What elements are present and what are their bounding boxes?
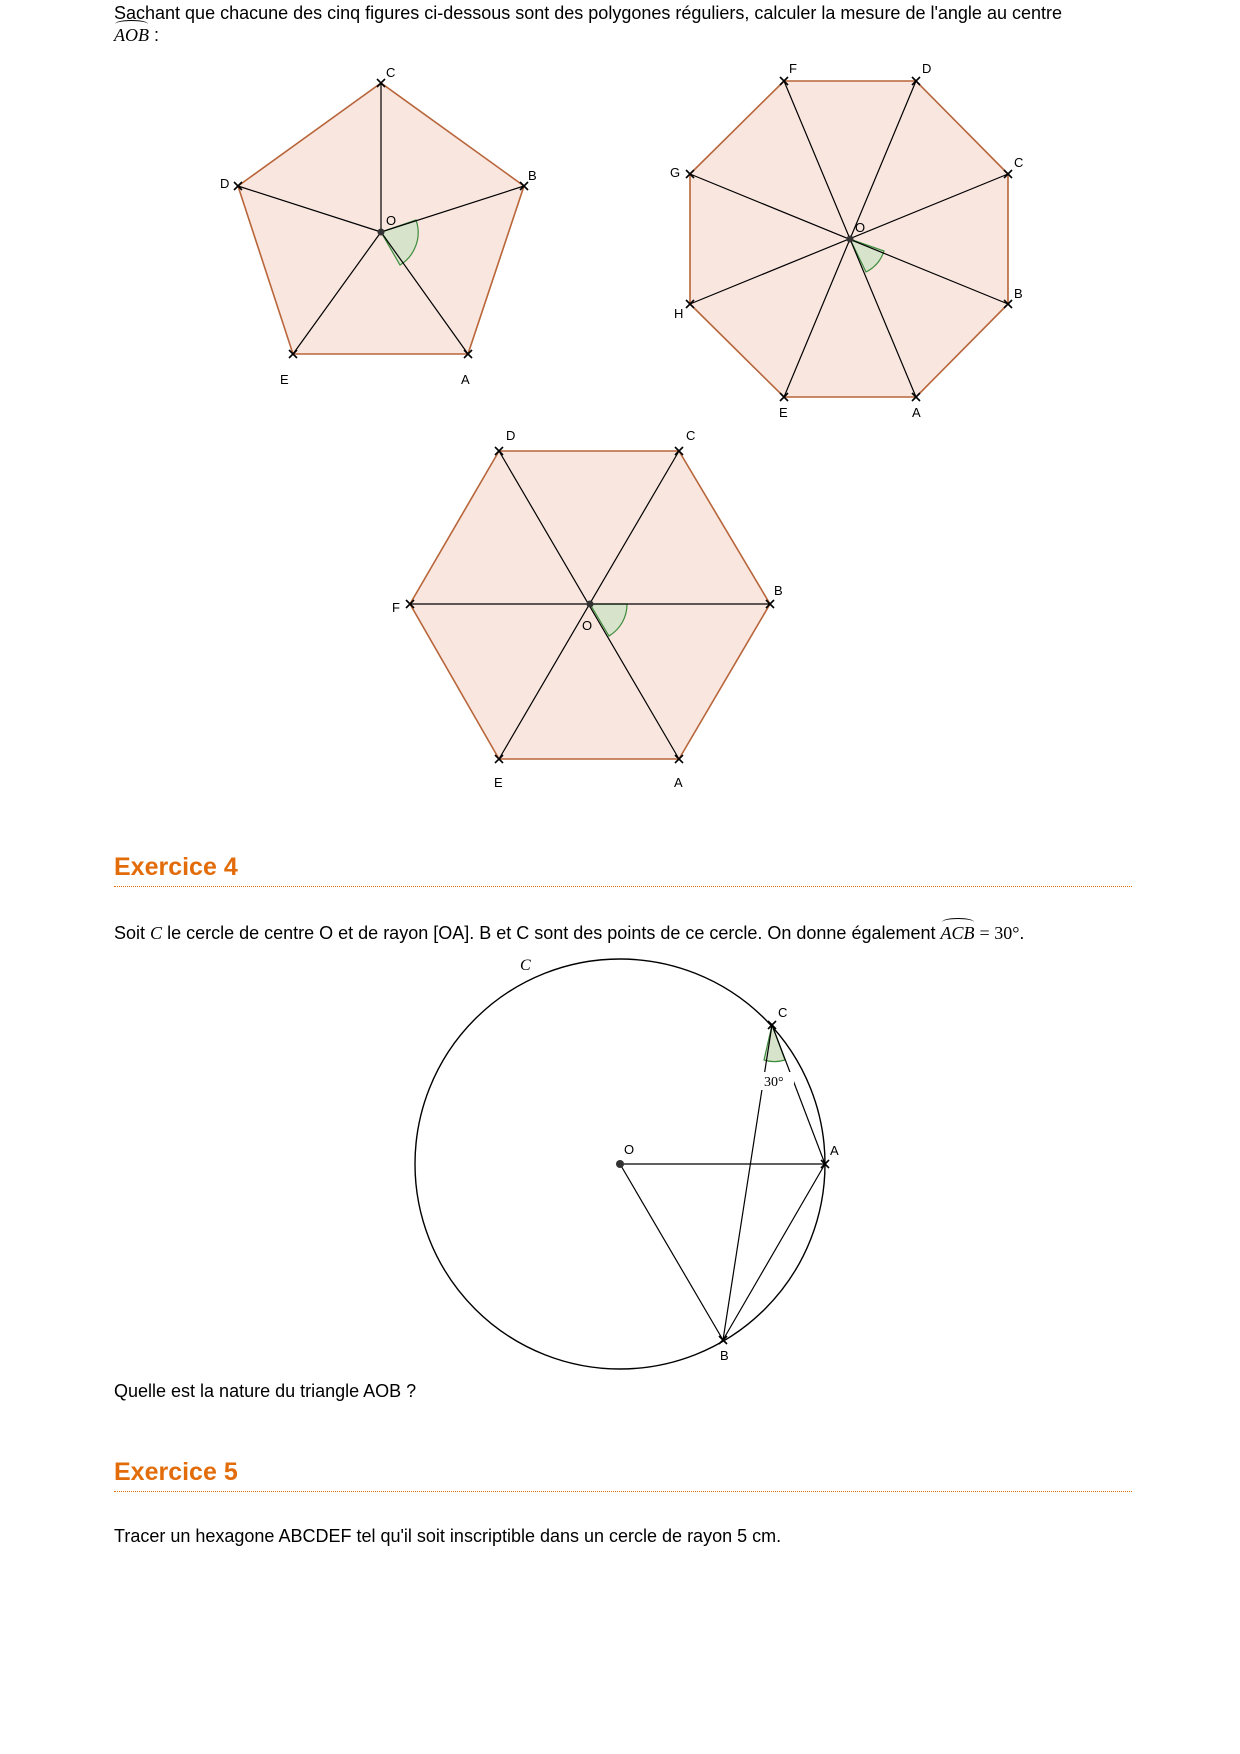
hexagon-figure: [392, 428, 783, 790]
hexagon-label-A: A: [674, 775, 683, 790]
octagon-label-O: O: [855, 220, 866, 235]
intro-colon: :: [154, 25, 160, 45]
exercice4-sentence-start: Soit: [114, 923, 146, 943]
circle-label-C-point: C: [778, 1005, 788, 1020]
pentagon-figure: [220, 65, 537, 387]
octagon-label-H: H: [674, 306, 684, 321]
octagon-label-D: D: [922, 61, 932, 76]
octagon-label-C: C: [1014, 155, 1024, 170]
pentagon-label-E: E: [280, 372, 289, 387]
exercice4-angle-name: ACB: [940, 923, 975, 943]
exercice4-question: Quelle est la nature du triangle AOB ?: [114, 1381, 417, 1401]
exercice4-title: Exercice 4: [114, 853, 1132, 887]
exercice4-period: .: [1019, 923, 1025, 943]
exercice5-title: Exercice 5: [114, 1458, 1132, 1492]
intro-sentence: Sachant que chacune des cinq figures ci-dessous sont des polygones réguliers, calculer la mesure de l'angle au centre: [114, 3, 1062, 23]
hexagon-label-E: E: [494, 775, 503, 790]
hexagon-label-O: O: [582, 618, 593, 633]
exercice4-statement: [114, 922, 1024, 944]
pentagon-label-A: A: [461, 372, 470, 387]
octagon-label-A: A: [912, 405, 921, 420]
angle-label-30: 30°: [764, 1075, 784, 1090]
octagon-label-F: F: [789, 61, 797, 76]
octagon-label-G: G: [670, 165, 681, 180]
octagon-label-E: E: [779, 405, 788, 420]
pentagon-label-D: D: [220, 176, 230, 191]
circle-label-C: C: [520, 957, 531, 974]
circle-figure: [415, 957, 839, 1369]
exercice4-circle-symbol: C: [150, 923, 163, 943]
circle-label-B: B: [720, 1348, 729, 1363]
pentagon-label-B: B: [528, 168, 537, 183]
octagon-figure: [670, 61, 1023, 420]
pentagon-label-O: O: [386, 213, 397, 228]
exercice4-sentence-end: le cercle de centre O et de rayon [OA]. B et C sont des points de ce cercle. On donne également: [167, 923, 936, 943]
intro-angle-notation: AOB: [114, 25, 149, 45]
exercice5-text: Tracer un hexagone ABCDEF tel qu'il soit inscriptible dans un cercle de rayon 5 cm.: [114, 1526, 782, 1546]
hexagon-label-F: F: [392, 600, 400, 615]
circle-label-A: A: [830, 1143, 839, 1158]
hexagon-label-B: B: [774, 583, 783, 598]
exercice4-angle-value: = 30°: [979, 923, 1020, 943]
pentagon-label-C: C: [386, 65, 396, 80]
octagon-label-B: B: [1014, 286, 1023, 301]
circle-label-O: O: [624, 1142, 635, 1157]
hexagon-label-D: D: [506, 428, 516, 443]
hexagon-label-C: C: [686, 428, 696, 443]
